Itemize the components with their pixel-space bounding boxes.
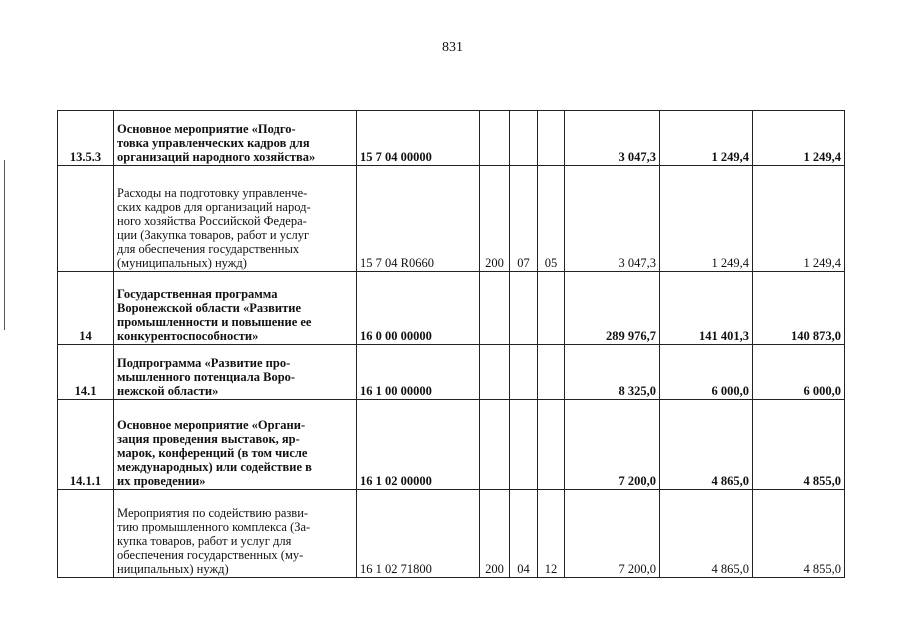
margin-line [4,160,5,330]
name-line: Государственная программа [117,287,278,301]
row-amount-3: 6 000,0 [753,345,845,400]
name-line: ного хозяйства Российской Федера- [117,214,307,228]
row-name [114,490,357,578]
row-amount-1: 3 047,3 [565,166,660,272]
row-amount-1: 7 200,0 [565,400,660,490]
name-line: Расходы на подготовку управленче- [117,186,308,200]
row-amount-1: 7 200,0 [565,490,660,578]
table-row [58,111,845,166]
name-line: купка товаров, работ и услуг для [117,534,292,548]
row-code: 14.1.1 [58,400,114,490]
name-line: зация проведения выставок, яр- [117,432,300,446]
name-line: марок, конференций (в том числе [117,446,308,460]
name-line: (муниципальных) нужд) [117,256,247,270]
row-amount-3: 140 873,0 [753,272,845,345]
row-code [58,490,114,578]
name-line: товка управленческих кадров для [117,136,310,150]
row-amount-3: 4 855,0 [753,490,845,578]
row-amount-2: 4 865,0 [660,490,753,578]
row-expense-type [480,272,510,345]
table-row [58,272,845,345]
row-amount-3: 1 249,4 [753,166,845,272]
name-line: Основное мероприятие «Органи- [117,418,306,432]
name-line: промышленности и повышение ее [117,315,312,329]
name-line: обеспечения государственных (му- [117,548,304,562]
name-line: Основное мероприятие «Подго- [117,122,296,136]
row-section [510,400,538,490]
row-section [510,345,538,400]
row-expense-type [480,345,510,400]
row-code: 14 [58,272,114,345]
row-code [58,166,114,272]
row-amount-2: 6 000,0 [660,345,753,400]
row-name [114,272,357,345]
row-amount-3: 4 855,0 [753,400,845,490]
row-name [114,400,357,490]
row-subsection [538,272,565,345]
row-section [510,272,538,345]
row-subsection: 05 [538,166,565,272]
row-amount-1: 3 047,3 [565,111,660,166]
row-subsection [538,400,565,490]
row-section: 04 [510,490,538,578]
row-name [114,111,357,166]
row-target-article: 16 1 02 71800 [357,490,480,578]
row-name [114,166,357,272]
row-subsection [538,111,565,166]
name-line: тию промышленного комплекса (За- [117,520,311,534]
row-amount-2: 141 401,3 [660,272,753,345]
row-amount-1: 8 325,0 [565,345,660,400]
row-target-article: 15 7 04 00000 [357,111,480,166]
row-code: 14.1 [58,345,114,400]
row-target-article: 15 7 04 R0660 [357,166,480,272]
table-row [58,490,845,578]
row-amount-2: 4 865,0 [660,400,753,490]
name-line: мышленного потенциала Воро- [117,370,296,384]
row-target-article: 16 0 00 00000 [357,272,480,345]
row-expense-type: 200 [480,490,510,578]
row-amount-2: 1 249,4 [660,166,753,272]
name-line: их проведении» [117,474,206,488]
name-line: Воронежской области «Развитие [117,301,302,315]
row-expense-type [480,400,510,490]
name-line: организаций народного хозяйства» [117,150,316,164]
name-line: Подпрограмма «Развитие про- [117,356,291,370]
row-amount-3: 1 249,4 [753,111,845,166]
row-code: 13.5.3 [58,111,114,166]
table-row [58,345,845,400]
table-row [58,166,845,272]
row-subsection: 12 [538,490,565,578]
table-row [58,400,845,490]
page-number: 831 [442,40,463,55]
row-expense-type: 200 [480,166,510,272]
row-target-article: 16 1 00 00000 [357,345,480,400]
row-section: 07 [510,166,538,272]
name-line: ских кадров для организаций народ- [117,200,311,214]
name-line: Мероприятия по содействию разви- [117,506,309,520]
name-line: нежской области» [117,384,219,398]
row-section [510,111,538,166]
row-target-article: 16 1 02 00000 [357,400,480,490]
name-line: ции (Закупка товаров, работ и услуг [117,228,310,242]
row-subsection [538,345,565,400]
row-amount-1: 289 976,7 [565,272,660,345]
row-amount-2: 1 249,4 [660,111,753,166]
name-line: международных) или содействие в [117,460,312,474]
name-line: ниципальных) нужд) [117,562,229,576]
row-expense-type [480,111,510,166]
name-line: для обеспечения государственных [117,242,300,256]
budget-table [57,110,845,578]
name-line: конкурентоспособности» [117,329,259,343]
row-name [114,345,357,400]
